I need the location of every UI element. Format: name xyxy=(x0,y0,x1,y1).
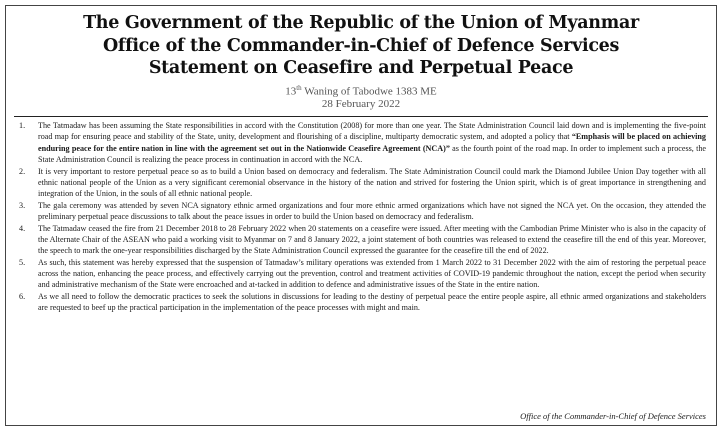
item-text: as the fourth point of the road map. In order to implement such a process, the State Administration Council is realizing the peace process in continuation in accord with the NCA. xyxy=(38,143,706,164)
statement-item-6 xyxy=(16,291,706,313)
statement-item-1 xyxy=(16,120,706,165)
gregorian-date: 28 February 2022 xyxy=(321,98,401,111)
document-header xyxy=(6,6,716,80)
header-divider xyxy=(14,116,708,117)
item-text: As such, this statement was hereby expressed that the suspension of Tatmadaw’s military operations was extended from 1 March 2022 to 31 December 2022 with the aim of restoring the perpetual peace across the nation, enhancing the peace process, and effectively carrying out the prevention, control and treatment activities of COVID-19 pandemic throughout the nation, except the period when security and administrative mechanism of the State were encroached and at-tacked in addition to defence and administrative issues of the State in the entire nation. xyxy=(38,257,706,290)
item-text: It is very important to restore perpetual peace so as to build a Union based on democracy and federalism. The State Administration Council could mark the Diamond Jubilee Union Day together with all ethnic national people of the Union as a very significant ceremonial observance in the history of the nation and strived for fostering the Union spirit, which is of great importance in strengthening and integration of the Union, in the souls of all ethnic national people. xyxy=(38,166,706,198)
item-text: The Tatmadaw ceased the fire from 21 December 2018 to 28 February 2022 when 20 statements on a ceasefire were issued. After meeting with the Cambodian Prime Minister who is also in the capacity of the Alternate Chair of the ASEAN who paid a working visit to Myanmar on 7 and 8 January 2022, a joint statement of both countries was released to extend the ceasefire till the end of this year. Moreover, the speech to mark the one-year responsibilities discharged by the State Administration Council expressed the guarantee for the ceasefire till the end of 2022. xyxy=(38,223,706,256)
item-number: 3. xyxy=(19,200,26,210)
item-text: The gala ceremony was attended by seven NCA signatory ethnic armed organizations and four more ethnic armed organizations which have not signed the NCA yet. On the occasion, they attended the preliminary perpetual peace discussions to talk about the peace issues in order to build the Union based on democracy and federalism. xyxy=(38,200,706,221)
myanmar-date-suffix: th xyxy=(296,83,302,92)
myanmar-date-rest: Waning of Tabodwe 1383 ME xyxy=(301,85,437,98)
date-block xyxy=(6,82,716,112)
myanmar-date xyxy=(6,82,716,99)
government-title: The Government of the Republic of the Union of Myanmar xyxy=(83,13,639,33)
statement-title: Statement on Ceasefire and Perpetual Peace xyxy=(148,58,574,78)
signature: Office of the Commander-in-Chief of Defence Services xyxy=(520,411,706,421)
statement-item-4 xyxy=(16,223,706,257)
myanmar-date-number: 13 xyxy=(285,85,297,98)
item-number: 4. xyxy=(19,223,26,233)
item-number: 1. xyxy=(19,121,26,131)
statement-item-5 xyxy=(16,257,706,291)
item-emphasis-text: “Emphasis will be placed on achieving enduring peace for the entire nation in line with the agreement set out in the Nationwide Ceasefire Agreement (NCA)” xyxy=(38,132,706,153)
statement-item-2 xyxy=(16,166,706,200)
item-text: As we all need to follow the democratic practices to seek the solutions in discussions for leading to the destiny of perpetual peace the entire people aspire, all ethnic armed organizations and stakeholders are requested to beef up the practical participation in the implementation of the peace processes with might and main. xyxy=(38,292,706,313)
item-number: 5. xyxy=(19,257,26,267)
statement-item-3 xyxy=(16,200,706,222)
item-text: The Tatmadaw has been assuming the State responsibilities in accord with the Constitution (2008) for more than one year. The State Administration Council laid down and is implementing the five-point road map for ensuring peace and stability of the State, unity, development and flourishing of a discipline, multiparty democratic system, and adopted a policy that xyxy=(38,121,706,142)
item-number: 6. xyxy=(19,292,26,302)
statement-document xyxy=(5,5,717,426)
item-number: 2. xyxy=(19,166,26,176)
office-title: Office of the Commander-in-Chief of Defence Services xyxy=(102,35,620,56)
statement-items xyxy=(16,120,706,313)
